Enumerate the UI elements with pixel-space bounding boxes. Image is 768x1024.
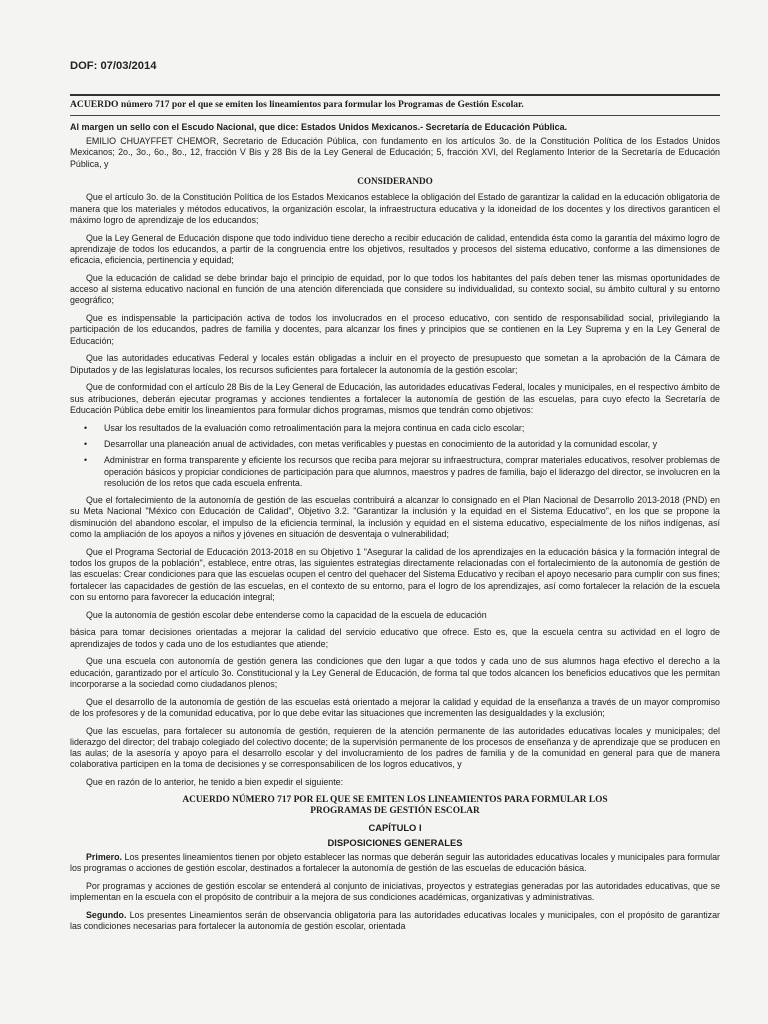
objective-item: [84, 423, 720, 434]
considerando-paragraph-8: Que el Programa Sectorial de Educación 2013-2018 en su Objetivo 1 "Asegurar la calidad de los aprendizajes en la educación básica y la formación integral de todos los grupos de la población", establece, entre otras, las siguientes estrategias directamente relacionadas con el fortalecimiento de la autonomía de gestión de las escuelas: Crear condiciones para que las escuelas ocupen el centro del quehacer del Sistema Educativo y reciban el apoyo necesario para cumplir con sus fines; fortalecer las capacidades de gestión de las escuelas, en el contexto de su entorno, para el logro de los aprendizajes, así como fortalecer la relación de la escuela con su entorno para favorecer la educación integral;: [70, 546, 720, 602]
article-segundo: [70, 910, 720, 933]
dof-date: DOF: 07/03/2014: [70, 60, 157, 72]
considerando-paragraph-9-start: Que la autonomía de gestión escolar debe entenderse como la capacidad de la escuela de educación: [86, 609, 487, 620]
programas-definition: Por programas y acciones de gestión escolar se entenderá al conjunto de iniciativas, proyectos y estrategias generadas por las autoridades educativas, que se implementan en la escuela con el propósito de contribuir a la mejora de sus condiciones académicas, organizativas y administrativas.: [70, 880, 720, 903]
considerando-heading: CONSIDERANDO: [357, 176, 433, 187]
objective-text: Desarrollar una planeación anual de actividades, con metas verificables y puestas en conocimiento de la autoridad y la comunidad escolar, y: [104, 438, 658, 449]
objectives-list: [70, 423, 720, 489]
article-primero-text: Los presentes lineamientos tienen por objeto establecer las normas que deberán seguir las autoridades educativas locales y municipales para formular los programas o acciones de gestión escolar, destinados a fortalecer la autonomía de gestión de las escuelas de educación básica.: [70, 851, 720, 874]
acuerdo-title: ACUERDO número 717 por el que se emiten los lineamientos para formular los Programas de Gestión Escolar.: [70, 99, 524, 110]
considerando-paragraph-4: Que es indispensable la participación activa de todos los involucrados en el proceso educativo, con sentido de responsabilidad social, privilegiando la participación de los educandos, padres de familia y docentes, para alcanzar los fines y principios que se contienen en la Ley Suprema y en la Ley General de Educación;: [70, 313, 720, 346]
objective-item: [84, 439, 720, 450]
margin-seal-text: Al margen un sello con el Escudo Nacional, que dice: Estados Unidos Mexicanos.- Secretaría de Educación Pública.: [70, 122, 568, 132]
objective-text: Administrar en forma transparente y eficiente los recursos que reciba para mejorar su infraestructura, comprar materiales educativos, resolver problemas de operación básicos y propiciar condiciones de participación para que alumnos, maestros y padres de familia, bajo el liderazgo del director, se involucren en la resolución de los retos que cada escuela enfrenta.: [104, 455, 720, 488]
considerando-paragraph-6: Que de conformidad con el artículo 28 Bis de la Ley General de Educación, las autoridades educativas Federal, locales y municipales, en el respectivo ámbito de sus atribuciones, deberán ejecutar programas y acciones tendientes a fortalecer la autonomía de gestión de las escuelas, para cuyo efecto la Secretaría de Educación Pública debe emitir los lineamientos para formular dichos programas, mismos que tendrán como objetivos:: [70, 382, 720, 415]
objective-item: [84, 455, 720, 489]
considerando-paragraph-12: Que las escuelas, para fortalecer su autonomía de gestión, requieren de la atención permanente de las autoridades educativas locales y municipales; del liderazgo del director; del trabajo colegiado del colectivo docente; de la supervisión permanente de los procesos de enseñanza y de aprendizaje que se producen en las aulas; de la asesoría y apoyo para el desarrollo escolar y del involucramiento de los padres de familia y de la comunidad en general para que de manera colaborativa participen en la toma de decisiones y se corresponsabilicen de los logros educativos, y: [70, 725, 720, 770]
considerando-paragraph-3: Que la educación de calidad se debe brindar bajo el principio de equidad, por lo que todos los habitantes del país deben tener las mismas oportunidades de acceso al sistema educativo nacional en función de una atención diferenciada que considere su individualidad, su contexto social, su ámbito cultural y su entorno geográfico;: [70, 272, 720, 306]
considerando-paragraph-13: Que en razón de lo anterior, he tenido a bien expedir el siguiente:: [86, 777, 344, 788]
capitulo-title: DISPOSICIONES GENERALES: [327, 836, 463, 848]
considerando-paragraph-7: Que el fortalecimiento de la autonomía de gestión de las escuelas contribuirá a alcanzar lo consignado en el Plan Nacional de Desarrollo 2013-2018 (PND) en su Meta Nacional "México con Educación de Calidad", Objetivo 3.2. "Garantizar la inclusión y la equidad en el Sistema Educativo", en los que se propone la disminución del abandono escolar, el impulso de la eficiencia terminal, la inclusión y equidad en el sistema educativo, especialmente de los niños indígenas, así como la ampliación de los apoyos a niños y jóvenes en situación de desventaja o vulnerabilidad;: [70, 495, 720, 540]
article-primero-lead: Primero.: [86, 851, 123, 862]
acuerdo-heading: [70, 795, 720, 817]
article-segundo-lead: Segundo.: [86, 909, 127, 920]
title-top-rule: [70, 94, 720, 96]
article-segundo-text: Los presentes Lineamientos serán de observancia obligatoria para las autoridades educativas locales y municipales, con el propósito de garantizar las condiciones necesarias para fortalecer la autonomía de gestión escolar, orientada: [70, 909, 720, 932]
considerando-paragraph-5: Que las autoridades educativas Federal y locales están obligadas a incluir en el proyecto de presupuesto que sometan a la aprobación de la Cámara de Diputados y de las legislaturas locales, los recursos suficientes para fortalecer la autonomía de la gestión escolar;: [70, 353, 720, 375]
bullet-icon: •: [84, 455, 88, 466]
objective-text: Usar los resultados de la evaluación como retroalimentación para la mejora continua en cada ciclo escolar;: [104, 422, 525, 433]
acuerdo-heading-line-1: ACUERDO NÚMERO 717 POR EL QUE SE EMITEN LOS LINEAMIENTOS PARA FORMULAR LOS: [182, 794, 608, 805]
considerando-paragraph-1: Que el artículo 3o. de la Constitución Política de los Estados Mexicanos establece la obligación del Estado de garantizar la calidad en la educación obligatoria de manera que los materiales y métodos educativos, la organización escolar, la infraestructura educativa y la idoneidad de los docentes y los directivos garanticen el máximo logro de aprendizaje de los educandos;: [70, 192, 720, 225]
bullet-icon: •: [84, 438, 88, 449]
title-bottom-rule: [70, 115, 720, 116]
intro-paragraph: EMILIO CHUAYFFET CHEMOR, Secretario de Educación Pública, con fundamento en los artículos 3o. de la Constitución Política de los Estados Unidos Mexicanos; 2o., 3o., 6o., 8o., 12, fracción V Bis y 28 Bis de la Ley General de Educación; 5, fracción XVI, del Reglamento Interior de la Secretaría de Educación Pública, y: [70, 136, 720, 169]
capitulo-heading: CAPÍTULO I: [368, 821, 422, 833]
considerando-paragraph-9-end: básica para tomar decisiones orientadas a mejorar la calidad del servicio educativo que ofrece. Esto es, que la escuela centra su actividad en el logro de aprendizajes de todos y cada uno de los estudiantes que atiende;: [70, 627, 720, 649]
considerando-paragraph-10: Que una escuela con autonomía de gestión genera las condiciones que den lugar a que todos y cada uno de sus alumnos haga efectivo el derecho a la educación, garantizado por el artículo 3o. Constitucional y la Ley General de Educación, de forma tal que todos alcancen los beneficios educativos que les permitan incorporarse a la sociedad como ciudadanos plenos;: [70, 656, 720, 689]
considerando-paragraph-11: Que el desarrollo de la autonomía de gestión de las escuelas está orientado a mejorar la calidad y equidad de la enseñanza a través de un mayor compromiso de los profesores y de la comunidad educativa, por lo que debe evitar las situaciones que incrementen las desigualdades y la exclusión;: [70, 696, 720, 718]
bullet-icon: •: [84, 422, 88, 433]
acuerdo-heading-line-2: PROGRAMAS DE GESTIÓN ESCOLAR: [310, 805, 480, 816]
article-primero: [70, 852, 720, 875]
considerando-paragraph-2: Que la Ley General de Educación dispone que todo individuo tiene derecho a recibir educación de calidad, entendida ésta como la garantía del máximo logro de aprendizaje de todos los educandos, a partir de la congruencia entre los objetivos, resultados y procesos del sistema educativo, conforme a las dimensiones de eficacia, eficiencia, pertinencia y equidad;: [70, 232, 720, 266]
